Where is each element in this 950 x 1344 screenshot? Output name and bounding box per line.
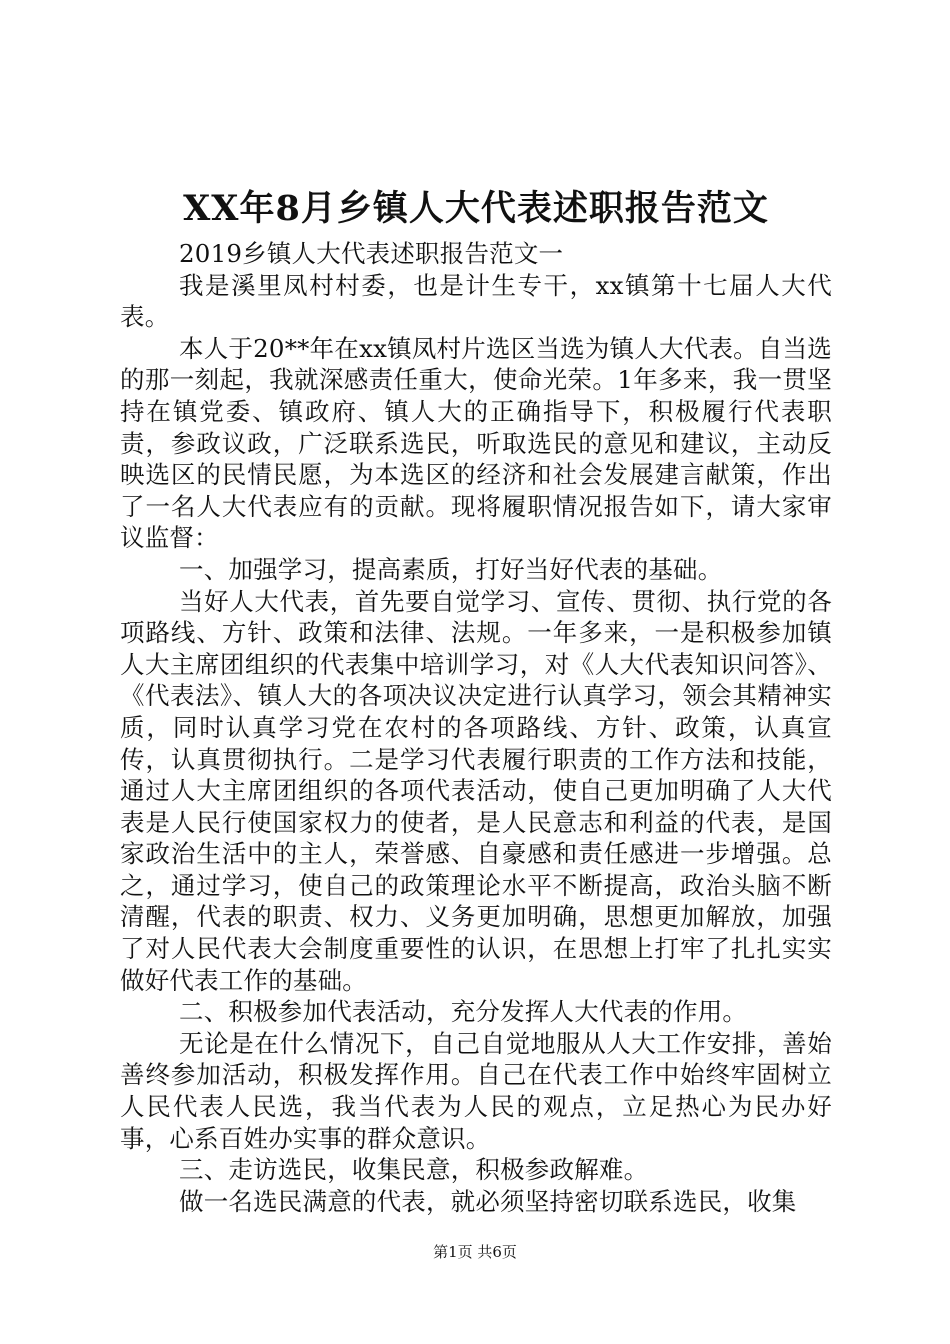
page-indicator: 第1页 共6页 [433,1243,517,1261]
section-heading: 二、积极参加代表活动，充分发挥人大代表的作用。 [179,997,748,1027]
paragraph: 做一名选民满意的代表，就必须坚持密切联系选民，收集 [179,1186,797,1216]
section-heading: 一、加强学习，提高素质，打好当好代表的基础。 [179,554,723,584]
document-body [120,238,832,1217]
paragraph: 2019乡镇人大代表述职报告范文一 [179,239,564,268]
paragraph: 本人于20**年在xx镇凤村片选区当选为镇人大代表。自当选的那一刻起，我就深感责任重大，使命光荣。1年多来，我一贯坚持在镇党委、镇政府、镇人大的正确指导下，积极履行代表职责，参政议政，广泛联系选民，听取选民的意见和建议，主动反映选区的民情民愿，为本选区的经济和社会发展建言献策，作出了一名人大代表应有的贡献。现将履职情况报告如下，请大家审议监督： [120,333,832,553]
page-footer [0,1242,950,1262]
paragraph: 当好人大代表，首先要自觉学习、宣传、贯彻、执行党的各项路线、方针、政策和法律、法规。一年多来，一是积极参加镇人大主席团组织的代表集中培训学习，对《人大代表知识问答》、《代表法》、镇人大的各项决议决定进行认真学习，领会其精神实质，同时认真学习党在农村的各项路线、方针、政策，认真宣传，认真贯彻执行。二是学习代表履行职责的工作方法和技能，通过人大主席团组织的各项代表活动，使自己更加明确了人大代表是人民行使国家权力的使者，是人民意志和利益的代表，是国家政治生活中的主人，荣誉感、自豪感和责任感进一步增强。总之，通过学习，使自己的政策理论水平不断提高，政治头脑不断清醒，代表的职责、权力、义务更加明确，思想更加解放，加强了对人民代表大会制度重要性的认识，在思想上打牢了扎扎实实做好代表工作的基础。 [120,586,832,995]
section-heading: 三、走访选民，收集民意，积极参政解难。 [179,1155,649,1185]
paragraph: 无论是在什么情况下，自己自觉地服从人大工作安排，善始善终参加活动，积极发挥作用。自己在代表工作中始终牢固树立人民代表人民选，我当代表为人民的观点，立足热心为民办好事，心系百姓办实事的群众意识。 [120,1028,832,1153]
paragraph: 我是溪里凤村村委，也是计生专干，xx镇第十七届人大代表。 [120,270,832,332]
document-page [120,0,832,1344]
document-title: XX年8月乡镇人大代表述职报告范文 [183,188,769,229]
